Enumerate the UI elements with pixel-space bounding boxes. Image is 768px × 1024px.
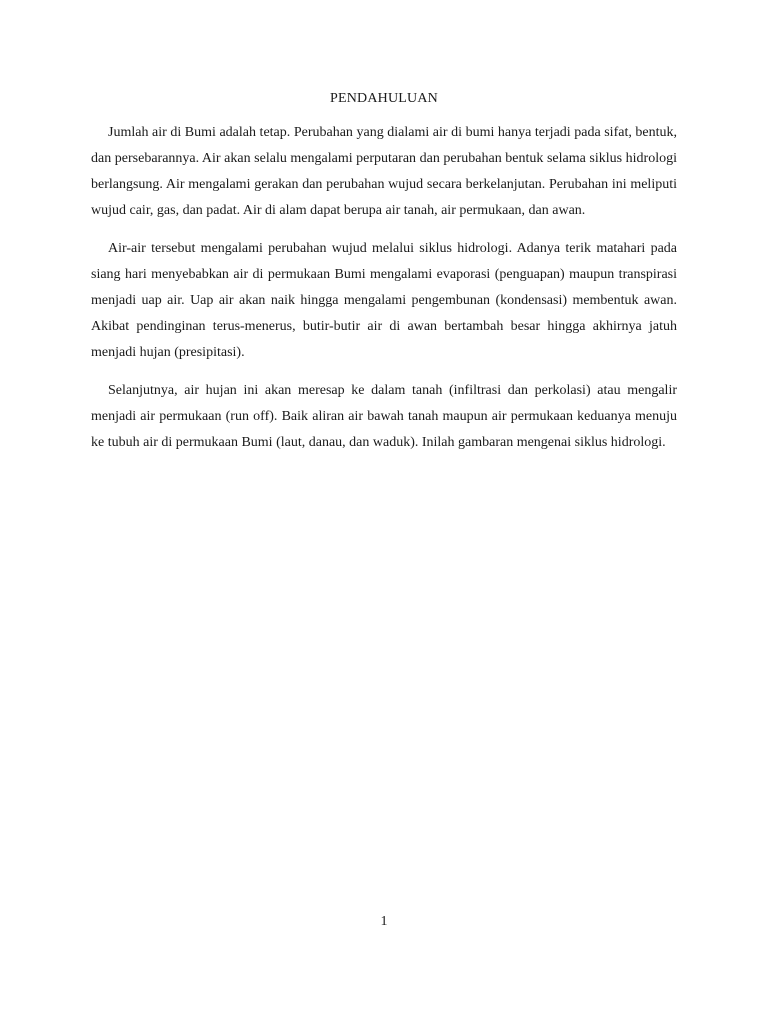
page-title: PENDAHULUAN: [330, 91, 438, 106]
body-text: [91, 120, 677, 468]
paragraph: Selanjutnya, air hujan ini akan meresap ke dalam tanah (infiltrasi dan perkolasi) atau mengalir menjadi air permukaan (run off). Baik aliran air bawah tanah maupun air permukaan keduanya menuju ke tubuh air di permukaan Bumi (laut, danau, dan waduk). Inilah gambaran mengenai siklus hidrologi.: [91, 383, 677, 450]
paragraph: Jumlah air di Bumi adalah tetap. Perubahan yang dialami air di bumi hanya terjadi pada sifat, bentuk, dan persebarannya. Air akan selalu mengalami perputaran dan perubahan bentuk selama siklus hidrologi berlangsung. Air mengalami gerakan dan perubahan wujud secara berkelanjutan. Perubahan ini meliputi wujud cair, gas, dan padat. Air di alam dapat berupa air tanah, air permukaan, dan awan.: [91, 125, 677, 218]
paragraph: Air-air tersebut mengalami perubahan wujud melalui siklus hidrologi. Adanya terik matahari pada siang hari menyebabkan air di permukaan Bumi mengalami evaporasi (penguapan) maupun transpirasi menjadi uap air. Uap air akan naik hingga mengalami pengembunan (kondensasi) membentuk awan. Akibat pendinginan terus-menerus, butir-butir air di awan bertambah besar hingga akhirnya jatuh menjadi hujan (presipitasi).: [91, 241, 677, 360]
page-number: 1: [380, 914, 388, 929]
